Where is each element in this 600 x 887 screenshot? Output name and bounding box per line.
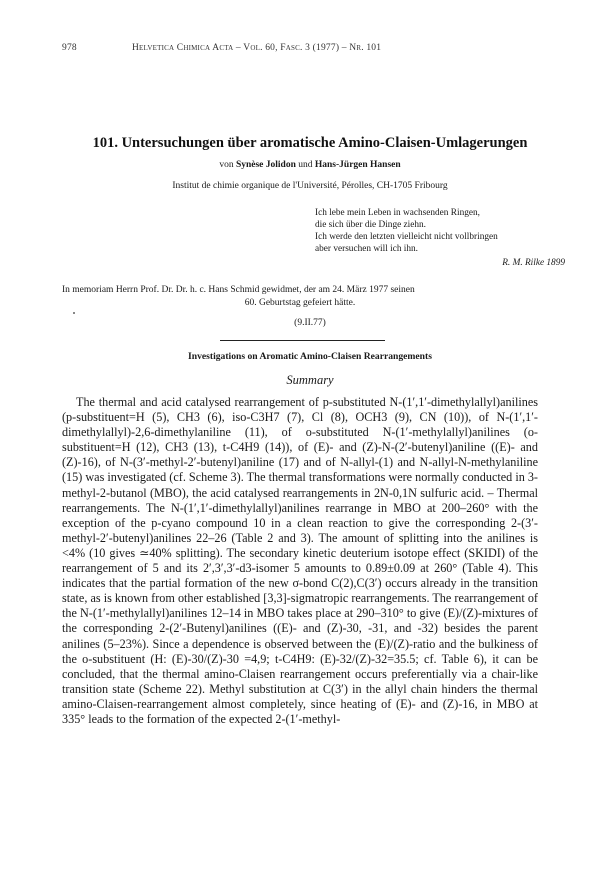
epigraph-attribution: R. M. Rilke 1899: [502, 258, 565, 268]
section-divider: [220, 340, 385, 341]
dedication-line-2: 60. Geburtstag gefeiert hätte.: [244, 297, 356, 308]
epigraph-line: die sich über die Dinge ziehn.: [315, 220, 427, 230]
page-number: 978: [62, 43, 77, 53]
epigraph-line: Ich werde den letzten vielleicht nicht vollbringen: [315, 232, 498, 242]
print-speck: [73, 312, 75, 314]
summary-heading: Summary: [286, 373, 334, 387]
dedication: [62, 284, 538, 309]
journal-citation: Helvetica Chimica Acta – Vol. 60, Fasc. 3 (1977) – Nr. 101: [132, 43, 382, 53]
epigraph-line: aber versuchen will ich ihn.: [315, 244, 419, 254]
institute-affiliation: Institut de chimie organique de l'Université, Pérolles, CH-1705 Fribourg: [172, 181, 448, 191]
author-2: Hans-Jürgen Hansen: [314, 160, 401, 170]
summary-paragraph: The thermal and acid catalysed rearrangement of p-substituted N-(1′,1′-dimethylallyl)anilines (p-substituent=H (5), CH3 (6), iso-C3H7 (7), Cl (8), OCH3 (9), CN (10)), of N-(1′,1′-dimethylallyl)-2,6-dimethylaniline (11), of o-substituted N-(1′-methylallyl)anilines (o-substituent=H (12), CH3 (13), t-C4H9 (14)), of (E)- and (Z)-N-(2′-butenyl)aniline ((E)- and (Z)-16), of N-(3′-methyl-2′-butenyl)aniline (17) and of N-allyl-(1) and N-allyl-N-methylaniline (15) was investigated (cf. Scheme 3). The thermal transformations were normally conducted in 3-methyl-2-butanol (MBO), the acid catalysed rearrangements in 2N-0,1N sulfuric acid. – Thermal rearrangements. The N-(1′,1′-dimethylallyl)anilines rearrange in MBO at 200–260° with the exception of the p-cyano compound 10 in a clean reaction to give the corresponding 2-(3′-methyl-2′-butenyl)anilines 22–26 (Table 2 and 3). The amount of splitting into the anilines is <4% (10 gives ≃40% splitting). The secondary kinetic deuterium isotope effect (SKIDI) of the rearrangement of 5 and its 2′,3′,3′-d3-isomer 5 amounts to 0.89±0.09 at 260° (Table 4). This indicates that the partial formation of the new σ-bond C(2),C(3′) occurs already in the transition state, as is known from other established [3,3]-sigmatropic rearrangements. The rearrangement of the N-(1′-methylallyl)anilines 12–14 in MBO takes place at 290–310° to give (E)/(Z)-mixtures of the corresponding 2-(2′-Butenyl)anilines ((E)- and (Z)-30, -31, and -32) besides the parent anilines (5–23%). Since a dependence is observed between the (E)/(Z)-ratio and the bulkiness of the o-substituent (H: (E)-30/(Z)-30 =4,9; t-C4H9: (E)-32/(Z)-32=35.5; cf. Table 6), it can be concluded, that the thermal amino-Claisen rearrangement occurs preferentially via a chair-like transition state (Scheme 22). Methyl substitution at C(3′) in the allyl chain hinders the thermal amino-Claisen-rearrangement almost completely, since heating of (E)- and (Z)-16, in MBO at 335° leads to the formation of the expected 2-(1′-methyl-: [62, 395, 538, 726]
english-title: Investigations on Aromatic Amino-Claisen Rearrangements: [188, 351, 432, 362]
author-prefix: von: [219, 160, 234, 170]
author-line: [40, 160, 580, 170]
author-conjunction: und: [298, 160, 313, 170]
received-date: (9.II.77): [294, 318, 326, 328]
dedication-line-1: In memoriam Herrn Prof. Dr. Dr. h. c. Hans Schmid gewidmet, der am 24. März 1977 seinen: [62, 285, 415, 295]
epigraph-line: Ich lebe mein Leben in wachsenden Ringen,: [315, 208, 480, 218]
author-1: Synèse Jolidon: [235, 160, 296, 170]
article-title: 101. Untersuchungen über aromatische Amino-Claisen-Umlagerungen: [92, 135, 528, 151]
epigraph: [315, 207, 565, 269]
summary-body: [62, 395, 538, 727]
